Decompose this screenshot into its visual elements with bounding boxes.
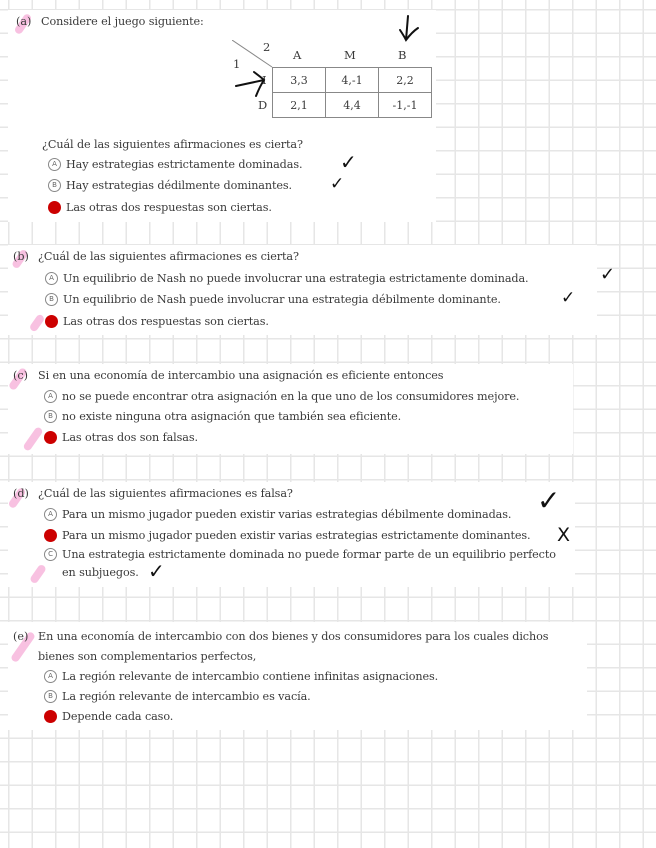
option-text: Las otras dos respuestas son ciertas. xyxy=(63,315,269,328)
option-text: Depende cada caso. xyxy=(62,710,174,723)
player-col-label: 2 xyxy=(263,40,271,54)
selected-dot-icon xyxy=(45,315,58,328)
option-d-A[interactable] xyxy=(44,508,511,521)
option-circle-icon: B xyxy=(45,293,58,306)
option-d-C[interactable] xyxy=(44,548,556,561)
question-a-prompt: ¿Cuál de las siguientes afirmaciones es cierta? xyxy=(42,138,303,151)
selected-dot-icon xyxy=(44,529,57,542)
option-circle-icon: A xyxy=(48,158,61,171)
question-b-prompt: ¿Cuál de las siguientes afirmaciones es cierta? xyxy=(38,250,299,263)
option-circle-icon: A xyxy=(44,508,57,521)
checkmark-icon: ✓ xyxy=(330,174,345,194)
question-e-label: (e) xyxy=(13,630,29,643)
option-text: Hay estrategias estrictamente dominadas. xyxy=(66,158,303,171)
arrow-right-annotation xyxy=(234,68,270,98)
option-circle-icon: B xyxy=(44,410,57,423)
payoff-cell: 2,2 xyxy=(379,68,432,93)
option-b-C-selected[interactable] xyxy=(45,315,269,328)
row-header-I: I xyxy=(262,73,267,87)
selected-dot-icon xyxy=(44,431,57,444)
option-text: Para un mismo jugador pueden existir varias estrategias estrictamente dominantes. xyxy=(62,529,531,542)
option-d-C-continuation: en subjuegos. xyxy=(62,566,139,579)
payoff-cell: 4,4 xyxy=(326,93,379,118)
option-text: Hay estrategias dédilmente dominantes. xyxy=(66,179,292,192)
payoff-matrix xyxy=(272,67,432,118)
option-d-B-selected[interactable] xyxy=(44,529,531,542)
cross-mark-icon: X xyxy=(557,524,571,546)
option-circle-icon: A xyxy=(44,670,57,683)
option-text: Una estrategia estrictamente dominada no puede formar parte de un equilibrio perfecto xyxy=(62,548,556,561)
checkmark-icon: ✓ xyxy=(340,150,357,174)
option-text: Para un mismo jugador pueden existir varias estrategias débilmente dominadas. xyxy=(62,508,512,521)
option-a-B[interactable] xyxy=(48,179,292,192)
question-e-prompt: En una economía de intercambio con dos bienes y dos consumidores para los cuales dichos xyxy=(38,630,549,643)
table-row xyxy=(273,93,432,118)
question-c-prompt: Si en una economía de intercambio una asignación es eficiente entonces xyxy=(38,369,444,382)
option-text: no existe ninguna otra asignación que también sea eficiente. xyxy=(62,410,402,423)
payoff-cell: 4,-1 xyxy=(326,68,379,93)
question-d-prompt: ¿Cuál de las siguientes afirmaciones es falsa? xyxy=(38,487,293,500)
payoff-cell: 2,1 xyxy=(273,93,326,118)
checkmark-icon: ✓ xyxy=(537,484,561,517)
option-c-A[interactable] xyxy=(44,390,519,403)
row-header-D: D xyxy=(258,98,268,112)
option-text: Un equilibrio de Nash puede involucrar una estrategia débilmente dominante. xyxy=(63,293,501,306)
option-circle-icon: A xyxy=(44,390,57,403)
option-text: Las otras dos respuestas son ciertas. xyxy=(66,201,272,214)
option-circle-icon: A xyxy=(45,272,58,285)
option-text: no se puede encontrar otra asignación en la que uno de los consumidores mejore. xyxy=(62,390,520,403)
payoff-cell: -1,-1 xyxy=(379,93,432,118)
option-e-B[interactable] xyxy=(44,690,311,703)
checkmark-icon: ✓ xyxy=(148,559,165,583)
arrow-down-annotation xyxy=(398,14,422,44)
option-a-C-selected[interactable] xyxy=(48,201,272,214)
option-a-A[interactable] xyxy=(48,158,302,171)
option-b-B[interactable] xyxy=(45,293,501,306)
question-a-intro: Considere el juego siguiente: xyxy=(41,15,204,28)
option-b-A[interactable] xyxy=(45,272,529,285)
option-text: Las otras dos son falsas. xyxy=(62,431,198,444)
option-c-B[interactable] xyxy=(44,410,401,423)
option-circle-icon: B xyxy=(44,690,57,703)
selected-dot-icon xyxy=(44,710,57,723)
checkmark-icon: ✓ xyxy=(561,288,576,308)
option-e-C-selected[interactable] xyxy=(44,710,173,723)
col-header-A: A xyxy=(293,48,302,62)
option-e-A[interactable] xyxy=(44,670,438,683)
player-row-label: 1 xyxy=(233,57,241,71)
option-circle-icon: B xyxy=(48,179,61,192)
option-text: La región relevante de intercambio es vacía. xyxy=(62,690,311,703)
question-e-prompt-continuation: bienes son complementarios perfectos, xyxy=(38,650,257,663)
question-d-label: (d) xyxy=(13,487,29,500)
option-circle-icon: C xyxy=(44,548,57,561)
checkmark-icon: ✓ xyxy=(600,264,616,285)
col-header-B: B xyxy=(398,48,407,62)
option-text: Un equilibrio de Nash no puede involucrar una estrategia estrictamente dominada. xyxy=(63,272,529,285)
selected-dot-icon xyxy=(48,201,61,214)
question-b-label: (b) xyxy=(13,250,29,263)
table-row xyxy=(273,68,432,93)
option-c-C-selected[interactable] xyxy=(44,431,198,444)
question-a-label: (a) xyxy=(16,15,32,28)
option-text: La región relevante de intercambio contiene infinitas asignaciones. xyxy=(62,670,439,683)
col-header-M: M xyxy=(344,48,356,62)
question-c-label: (c) xyxy=(13,369,28,382)
payoff-cell: 3,3 xyxy=(273,68,326,93)
